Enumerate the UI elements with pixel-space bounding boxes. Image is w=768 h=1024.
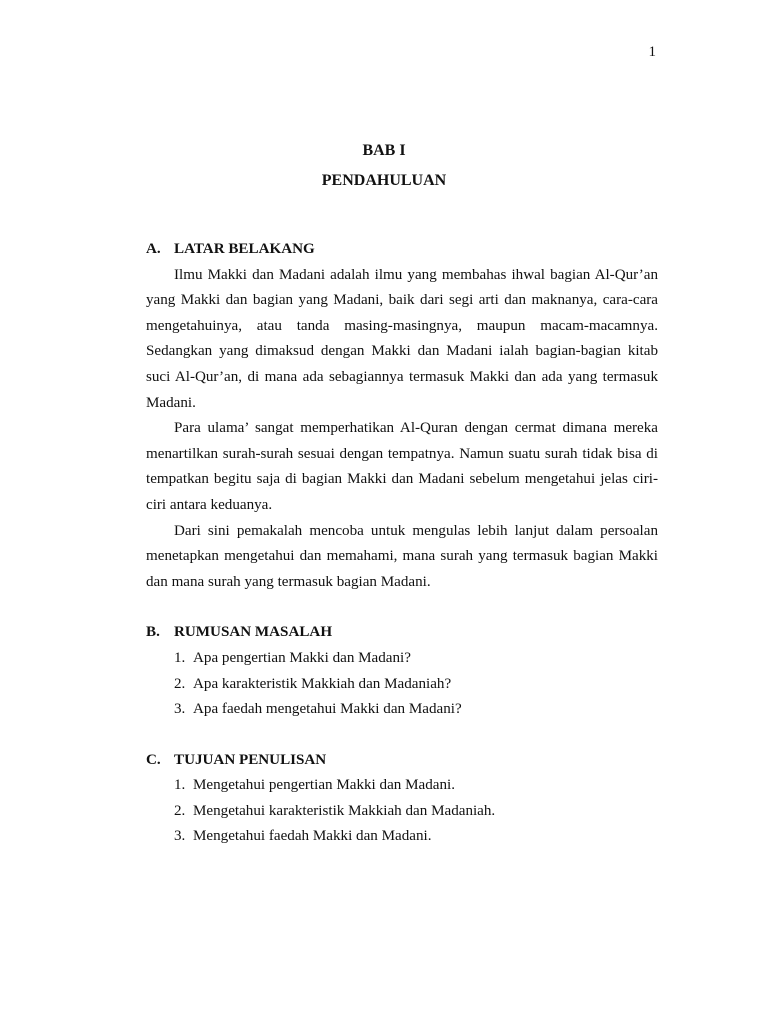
list-item-text: Mengetahui pengertian Makki dan Madani.	[193, 777, 455, 794]
list-item-text: Apa faedah mengetahui Makki dan Madani?	[193, 701, 462, 718]
list-item	[174, 773, 658, 799]
chapter-heading	[0, 136, 768, 196]
section-spacer	[146, 595, 658, 620]
list-item	[174, 672, 658, 698]
list-item-number: 2.	[174, 675, 186, 692]
section-a-heading	[146, 237, 658, 263]
chapter-number: BAB I	[362, 142, 406, 159]
objective-list	[146, 773, 658, 850]
section-b-letter: B.	[146, 624, 160, 641]
list-item-number: 3.	[174, 828, 186, 845]
list-item-number: 2.	[174, 802, 186, 819]
list-item-text: Mengetahui karakteristik Makkiah dan Madaniah.	[193, 802, 496, 819]
section-spacer	[146, 723, 658, 748]
background-paragraph-1: Ilmu Makki dan Madani adalah ilmu yang membahas ihwal bagian Al-Qur’an yang Makki dan bagian yang Madani, baik dari segi arti dan maknanya, cara-cara mengetahuinya, atau tanda masing-masingnya, maupun macam-macamnya. Sedangkan yang dimaksud dengan Makki dan Madani ialah bagian-bagian kitab suci Al-Qur’an, di mana ada sebagiannya termasuk Makki dan ada yang termasuk Madani.	[146, 266, 658, 411]
chapter-title: PENDAHULUAN	[321, 172, 447, 189]
list-item	[174, 646, 658, 672]
list-item	[174, 799, 658, 825]
section-a-title: LATAR BELAKANG	[174, 241, 315, 257]
list-item-text: Mengetahui faedah Makki dan Madani.	[193, 828, 432, 845]
document-body	[146, 237, 658, 850]
list-item-number: 1.	[174, 777, 186, 794]
page-number: 1	[648, 44, 656, 60]
list-item-text: Apa pengertian Makki dan Madani?	[193, 649, 411, 666]
list-item-number: 3.	[174, 701, 186, 718]
section-c-heading	[146, 748, 658, 774]
section-c-title: TUJUAN PENULISAN	[174, 751, 327, 768]
list-item	[174, 697, 658, 723]
list-item-text: Apa karakteristik Makkiah dan Madaniah?	[193, 675, 452, 692]
problem-list	[146, 646, 658, 723]
background-paragraph-2: Para ulama’ sangat memperhatikan Al-Quran dengan cermat dimana mereka menartilkan surah-surah sesuai dengan tempatnya. Namun suatu surah tidak bisa di tempatkan begitu saja di bagian Makki dan Madani sebelum mengetahui jelas ciri-ciri antara keduanya.	[146, 420, 658, 513]
background-paragraph-3: Dari sini pemakalah mencoba untuk mengulas lebih lanjut dalam persoalan menetapkan mengetahui dan memahami, mana surah yang termasuk bagian Makki dan mana surah yang termasuk bagian Madani.	[146, 522, 658, 590]
list-item	[174, 824, 658, 850]
list-item-number: 1.	[174, 649, 186, 666]
section-a-letter: A.	[146, 241, 161, 257]
section-b-title: RUMUSAN MASALAH	[174, 624, 333, 641]
section-c-letter: C.	[146, 751, 161, 768]
section-b-heading	[146, 620, 658, 646]
